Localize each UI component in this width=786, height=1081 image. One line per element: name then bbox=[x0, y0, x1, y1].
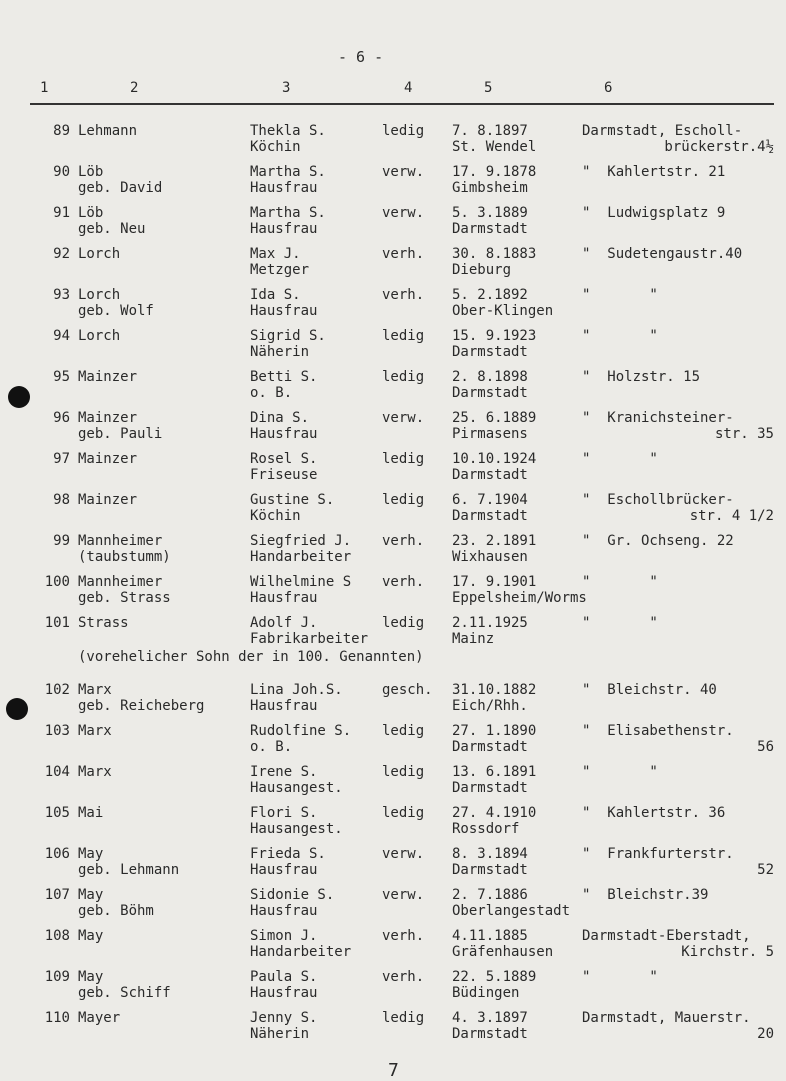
address: " Kahlertstr. 36 bbox=[582, 805, 726, 821]
column-header-1: 1 bbox=[40, 80, 49, 96]
entry-number: 95 bbox=[53, 369, 70, 385]
next-page-mark: 7 bbox=[388, 1060, 399, 1081]
occupation: o. B. bbox=[250, 739, 293, 755]
occupation: Hausangest. bbox=[250, 821, 343, 837]
occupation: Fabrikarbeiter bbox=[250, 631, 369, 647]
birth-date: 31.10.1882 bbox=[452, 682, 537, 698]
marital-status: verh. bbox=[382, 969, 425, 985]
birth-date: 5. 3.1889 bbox=[452, 205, 528, 221]
birth-place: Darmstadt bbox=[452, 508, 528, 524]
occupation: Hausfrau bbox=[250, 985, 318, 1001]
birth-date: 4. 3.1897 bbox=[452, 1010, 528, 1026]
entry-number: 100 bbox=[44, 574, 70, 590]
marital-status: ledig bbox=[382, 764, 425, 780]
marital-status: verh. bbox=[382, 246, 425, 262]
address: " Ludwigsplatz 9 bbox=[582, 205, 726, 221]
entry-number: 93 bbox=[53, 287, 70, 303]
address-cont: str. 35 bbox=[714, 426, 774, 442]
column-header-3: 3 bbox=[282, 80, 291, 96]
birth-place: Darmstadt bbox=[452, 344, 528, 360]
birth-date: 15. 9.1923 bbox=[452, 328, 537, 344]
birth-place: Wixhausen bbox=[452, 549, 528, 565]
surname: Mannheimer bbox=[78, 533, 163, 549]
marital-status: verw. bbox=[382, 205, 425, 221]
first-name: Sigrid S. bbox=[250, 328, 326, 344]
address-cont: 52 bbox=[757, 862, 774, 878]
address-cont: str. 4 1/2 bbox=[689, 508, 774, 524]
occupation: Näherin bbox=[250, 344, 310, 360]
page-number: - 6 - bbox=[338, 48, 384, 66]
birth-place: Dieburg bbox=[452, 262, 512, 278]
punch-hole-mark bbox=[8, 386, 30, 408]
first-name: Max J. bbox=[250, 246, 301, 262]
first-name: Jenny S. bbox=[250, 1010, 318, 1026]
entry-number: 89 bbox=[53, 123, 70, 139]
marital-status: ledig bbox=[382, 492, 425, 508]
first-name: Betti S. bbox=[250, 369, 318, 385]
occupation: Hausfrau bbox=[250, 303, 318, 319]
birth-date: 5. 2.1892 bbox=[452, 287, 528, 303]
first-name: Gustine S. bbox=[250, 492, 335, 508]
birth-date: 7. 8.1897 bbox=[452, 123, 528, 139]
surname: Lorch bbox=[78, 246, 121, 262]
birth-date: 2. 8.1898 bbox=[452, 369, 528, 385]
birth-place: Darmstadt bbox=[452, 385, 528, 401]
occupation: Handarbeiter bbox=[250, 549, 352, 565]
occupation: Friseuse bbox=[250, 467, 318, 483]
surname: May bbox=[78, 887, 104, 903]
entry-number: 99 bbox=[53, 533, 70, 549]
marital-status: ledig bbox=[382, 123, 425, 139]
surname: Löb bbox=[78, 164, 104, 180]
birth-place: Darmstadt bbox=[452, 739, 528, 755]
maiden-name: geb. Strass bbox=[78, 590, 171, 606]
marital-status: ledig bbox=[382, 328, 425, 344]
first-name: Siegfried J. bbox=[250, 533, 352, 549]
surname: Mainzer bbox=[78, 492, 138, 508]
occupation: Handarbeiter bbox=[250, 944, 352, 960]
occupation: Metzger bbox=[250, 262, 310, 278]
entry-number: 105 bbox=[44, 805, 70, 821]
first-name: Rosel S. bbox=[250, 451, 318, 467]
entry-number: 103 bbox=[44, 723, 70, 739]
address: " Kahlertstr. 21 bbox=[582, 164, 726, 180]
birth-place: Darmstadt bbox=[452, 862, 528, 878]
birth-place: Darmstadt bbox=[452, 1026, 528, 1042]
marital-status: gesch. bbox=[382, 682, 433, 698]
entry-number: 110 bbox=[44, 1010, 70, 1026]
occupation: Köchin bbox=[250, 508, 301, 524]
header-rule bbox=[30, 103, 774, 105]
birth-date: 4.11.1885 bbox=[452, 928, 528, 944]
first-name: Irene S. bbox=[250, 764, 318, 780]
column-header-2: 2 bbox=[130, 80, 139, 96]
occupation: Hausfrau bbox=[250, 698, 318, 714]
marital-status: ledig bbox=[382, 369, 425, 385]
surname: Mainzer bbox=[78, 410, 138, 426]
address: " " bbox=[582, 969, 658, 985]
birth-place: Darmstadt bbox=[452, 221, 528, 237]
surname: Mainzer bbox=[78, 451, 138, 467]
marital-status: verw. bbox=[382, 164, 425, 180]
surname: Löb bbox=[78, 205, 104, 221]
address-cont: 20 bbox=[757, 1026, 774, 1042]
occupation: Köchin bbox=[250, 139, 301, 155]
first-name: Ida S. bbox=[250, 287, 301, 303]
address: " Frankfurterstr. bbox=[582, 846, 734, 862]
first-name: Sidonie S. bbox=[250, 887, 335, 903]
entry-number: 96 bbox=[53, 410, 70, 426]
marital-status: ledig bbox=[382, 723, 425, 739]
maiden-name: geb. Böhm bbox=[78, 903, 154, 919]
maiden-name: geb. Wolf bbox=[78, 303, 154, 319]
address: " " bbox=[582, 328, 658, 344]
surname: Marx bbox=[78, 764, 112, 780]
column-header-5: 5 bbox=[484, 80, 493, 96]
address-cont: brückerstr.4½ bbox=[664, 139, 774, 155]
marital-status: verh. bbox=[382, 928, 425, 944]
punch-hole-mark bbox=[6, 698, 28, 720]
birth-place: Gräfenhausen bbox=[452, 944, 554, 960]
address: " " bbox=[582, 451, 658, 467]
address: Darmstadt, Escholl- bbox=[582, 123, 743, 139]
entry-number: 90 bbox=[53, 164, 70, 180]
marital-status: ledig bbox=[382, 451, 425, 467]
occupation: o. B. bbox=[250, 385, 293, 401]
entry-number: 94 bbox=[53, 328, 70, 344]
surname: May bbox=[78, 846, 104, 862]
first-name: Thekla S. bbox=[250, 123, 326, 139]
birth-date: 13. 6.1891 bbox=[452, 764, 537, 780]
address-cont: Kirchstr. 5 bbox=[681, 944, 774, 960]
occupation: Hausfrau bbox=[250, 862, 318, 878]
address: " Bleichstr. 40 bbox=[582, 682, 717, 698]
surname: May bbox=[78, 969, 104, 985]
occupation: Hausfrau bbox=[250, 426, 318, 442]
first-name: Dina S. bbox=[250, 410, 310, 426]
entry-number: 109 bbox=[44, 969, 70, 985]
address: " Sudetengaustr.40 bbox=[582, 246, 743, 262]
marital-status: ledig bbox=[382, 615, 425, 631]
first-name: Martha S. bbox=[250, 164, 326, 180]
surname: Mainzer bbox=[78, 369, 138, 385]
address: " Eschollbrücker- bbox=[582, 492, 734, 508]
birth-date: 27. 4.1910 bbox=[452, 805, 537, 821]
surname: Mai bbox=[78, 805, 104, 821]
occupation: Hausfrau bbox=[250, 590, 318, 606]
surname: Marx bbox=[78, 682, 112, 698]
address: " Gr. Ochseng. 22 bbox=[582, 533, 734, 549]
birth-place: Ober-Klingen bbox=[452, 303, 554, 319]
surname: Marx bbox=[78, 723, 112, 739]
first-name: Lina Joh.S. bbox=[250, 682, 343, 698]
first-name: Paula S. bbox=[250, 969, 318, 985]
address: " " bbox=[582, 615, 658, 631]
occupation: Hausfrau bbox=[250, 221, 318, 237]
surname: Strass bbox=[78, 615, 129, 631]
entry-number: 91 bbox=[53, 205, 70, 221]
birth-place: Mainz bbox=[452, 631, 495, 647]
surname: Mayer bbox=[78, 1010, 121, 1026]
birth-place: Büdingen bbox=[452, 985, 520, 1001]
birth-place: Darmstadt bbox=[452, 467, 528, 483]
birth-place: St. Wendel bbox=[452, 139, 537, 155]
maiden-name: geb. Pauli bbox=[78, 426, 163, 442]
address: Darmstadt-Eberstadt, bbox=[582, 928, 751, 944]
birth-place: Rossdorf bbox=[452, 821, 520, 837]
address: " " bbox=[582, 287, 658, 303]
column-header-6: 6 bbox=[604, 80, 613, 96]
maiden-name: geb. David bbox=[78, 180, 163, 196]
birth-date: 6. 7.1904 bbox=[452, 492, 528, 508]
address: " Kranichsteiner- bbox=[582, 410, 734, 426]
entry-number: 108 bbox=[44, 928, 70, 944]
entry-number: 104 bbox=[44, 764, 70, 780]
birth-date: 17. 9.1901 bbox=[452, 574, 537, 590]
occupation: Hausangest. bbox=[250, 780, 343, 796]
birth-place: Eich/Rhh. bbox=[452, 698, 528, 714]
address: " Holzstr. 15 bbox=[582, 369, 701, 385]
column-header-4: 4 bbox=[404, 80, 413, 96]
birth-place: Darmstadt bbox=[452, 780, 528, 796]
address: " Elisabethenstr. bbox=[582, 723, 734, 739]
entry-number: 107 bbox=[44, 887, 70, 903]
first-name: Martha S. bbox=[250, 205, 326, 221]
birth-date: 30. 8.1883 bbox=[452, 246, 537, 262]
birth-date: 2.11.1925 bbox=[452, 615, 528, 631]
birth-date: 27. 1.1890 bbox=[452, 723, 537, 739]
marital-status: verh. bbox=[382, 533, 425, 549]
first-name: Frieda S. bbox=[250, 846, 326, 862]
first-name: Wilhelmine S bbox=[250, 574, 352, 590]
birth-date: 23. 2.1891 bbox=[452, 533, 537, 549]
first-name: Adolf J. bbox=[250, 615, 318, 631]
occupation: Hausfrau bbox=[250, 903, 318, 919]
birth-date: 25. 6.1889 bbox=[452, 410, 537, 426]
address: " Bleichstr.39 bbox=[582, 887, 709, 903]
first-name: Simon J. bbox=[250, 928, 318, 944]
marital-status: ledig bbox=[382, 805, 425, 821]
entry-number: 97 bbox=[53, 451, 70, 467]
maiden-name: geb. Lehmann bbox=[78, 862, 180, 878]
marital-status: verw. bbox=[382, 846, 425, 862]
birth-place: Gimbsheim bbox=[452, 180, 528, 196]
maiden-name: geb. Reicheberg bbox=[78, 698, 205, 714]
birth-date: 2. 7.1886 bbox=[452, 887, 528, 903]
address-cont: 56 bbox=[757, 739, 774, 755]
birth-date: 17. 9.1878 bbox=[452, 164, 537, 180]
occupation: Näherin bbox=[250, 1026, 310, 1042]
surname: Lehmann bbox=[78, 123, 138, 139]
maiden-name: geb. Schiff bbox=[78, 985, 171, 1001]
entry-number: 102 bbox=[44, 682, 70, 698]
maiden-name: geb. Neu bbox=[78, 221, 146, 237]
address: " " bbox=[582, 764, 658, 780]
occupation: Hausfrau bbox=[250, 180, 318, 196]
surname: Lorch bbox=[78, 287, 121, 303]
birth-date: 10.10.1924 bbox=[452, 451, 537, 467]
marital-status: verw. bbox=[382, 887, 425, 903]
birth-place: Oberlangestadt bbox=[452, 903, 571, 919]
marital-status: ledig bbox=[382, 1010, 425, 1026]
surname: May bbox=[78, 928, 104, 944]
entry-number: 98 bbox=[53, 492, 70, 508]
address: " " bbox=[582, 574, 658, 590]
marital-status: verh. bbox=[382, 287, 425, 303]
maiden-name: (taubstumm) bbox=[78, 549, 171, 565]
birth-date: 22. 5.1889 bbox=[452, 969, 537, 985]
marital-status: verw. bbox=[382, 410, 425, 426]
first-name: Flori S. bbox=[250, 805, 318, 821]
marital-status: verh. bbox=[382, 574, 425, 590]
surname: Mannheimer bbox=[78, 574, 163, 590]
footnote-row-101: (vorehelicher Sohn der in 100. Genannten) bbox=[78, 649, 424, 665]
surname: Lorch bbox=[78, 328, 121, 344]
entry-number: 101 bbox=[44, 615, 70, 631]
entry-number: 92 bbox=[53, 246, 70, 262]
address: Darmstadt, Mauerstr. bbox=[582, 1010, 751, 1026]
birth-date: 8. 3.1894 bbox=[452, 846, 528, 862]
birth-place: Pirmasens bbox=[452, 426, 528, 442]
first-name: Rudolfine S. bbox=[250, 723, 352, 739]
entry-number: 106 bbox=[44, 846, 70, 862]
birth-place: Eppelsheim/Worms bbox=[452, 590, 587, 606]
